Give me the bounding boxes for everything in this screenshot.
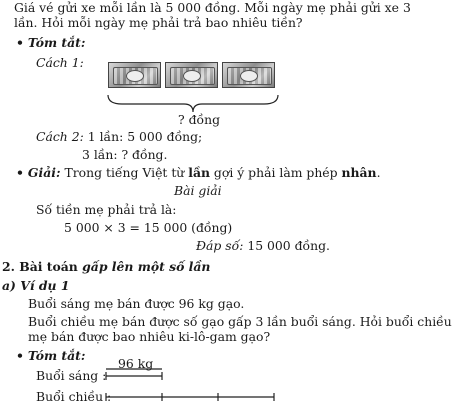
solution-heading: Bài giải bbox=[174, 183, 222, 198]
segment-value-label: 96 kg bbox=[118, 356, 154, 371]
solution-line-2: 5 000 × 3 = 15 000 (đồng) bbox=[64, 220, 233, 235]
method-1-label: Cách 1: bbox=[36, 55, 84, 70]
example-line-3: mẹ bán được bao nhiêu ki-lô-gam gạo? bbox=[28, 329, 271, 344]
hint-text-c: . bbox=[376, 165, 381, 180]
afternoon-label: Buổi chiều : bbox=[36, 389, 112, 404]
bullet: • bbox=[16, 35, 24, 50]
method-2-line-2: 3 lần: ? đồng. bbox=[82, 147, 168, 162]
answer-value: 15 000 đồng. bbox=[243, 238, 330, 253]
bullet: • bbox=[16, 348, 24, 363]
brace-label: ? đồng bbox=[178, 112, 221, 127]
problem-line-2: lần. Hỏi mỗi ngày mẹ phải trả bao nhiêu tiền? bbox=[14, 15, 303, 30]
problem-line-1: Giá vé gửi xe mỗi lần là 5 000 đồng. Mỗi ngày mẹ phải gửi xe 3 bbox=[14, 0, 411, 15]
example-line-1: Buổi sáng mẹ bán được 96 kg gạo. bbox=[28, 296, 245, 311]
method-2-value-1: 1 lần: 5 000 đồng; bbox=[87, 129, 203, 144]
example-label: a) Ví dụ 1 bbox=[2, 278, 70, 293]
summary-2-label: Tóm tắt: bbox=[27, 348, 86, 363]
hint-text-a: Trong tiếng Việt từ bbox=[60, 165, 189, 180]
morning-label: Buổi sáng : bbox=[36, 368, 107, 383]
hint-word-lan: lần bbox=[188, 165, 210, 180]
hint-word-nhan: nhân bbox=[341, 165, 377, 180]
bullet: • bbox=[16, 165, 24, 180]
summary-label: Tóm tắt: bbox=[27, 35, 86, 50]
example-line-2: Buổi chiều mẹ bán được số gạo gấp 3 lần buổi sáng. Hỏi buổi chiều bbox=[28, 314, 452, 329]
hint-label: Giải: bbox=[27, 165, 61, 180]
section-2-number: 2. Bài toán bbox=[2, 259, 83, 274]
section-2-title-italic: gấp lên một số lần bbox=[82, 259, 211, 274]
answer-label: Đáp số: bbox=[196, 238, 244, 253]
solution-line-1: Số tiền mẹ phải trả là: bbox=[36, 202, 177, 217]
hint-text-b: gợi ý phải làm phép bbox=[209, 165, 342, 180]
method-2-label: Cách 2: bbox=[36, 129, 84, 144]
